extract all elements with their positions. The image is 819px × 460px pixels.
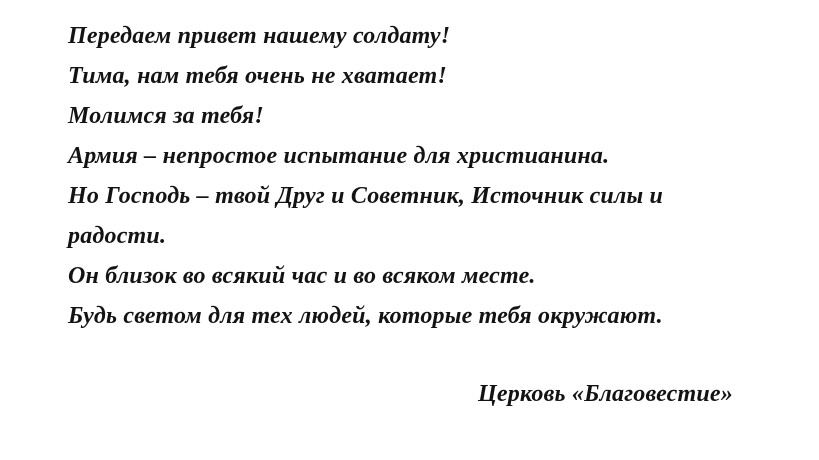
- letter-line: Он близок во всякий час и во всяком месте.: [68, 263, 536, 289]
- letter-line: Передаем привет нашему солдату!: [68, 23, 451, 49]
- letter-line: Тима, нам тебя очень не хватает!: [68, 63, 447, 89]
- letter-line: Армия – непростое испытание для христианина.: [68, 143, 610, 169]
- letter-line: Молимся за тебя!: [68, 103, 264, 129]
- letter-line: радости.: [68, 223, 167, 249]
- letter-line: Но Господь – твой Друг и Советник, Источник силы и: [68, 183, 664, 209]
- signature: Церковь «Благовестие»: [478, 381, 733, 407]
- letter-line: Будь светом для тех людей, которые тебя окружают.: [68, 303, 663, 329]
